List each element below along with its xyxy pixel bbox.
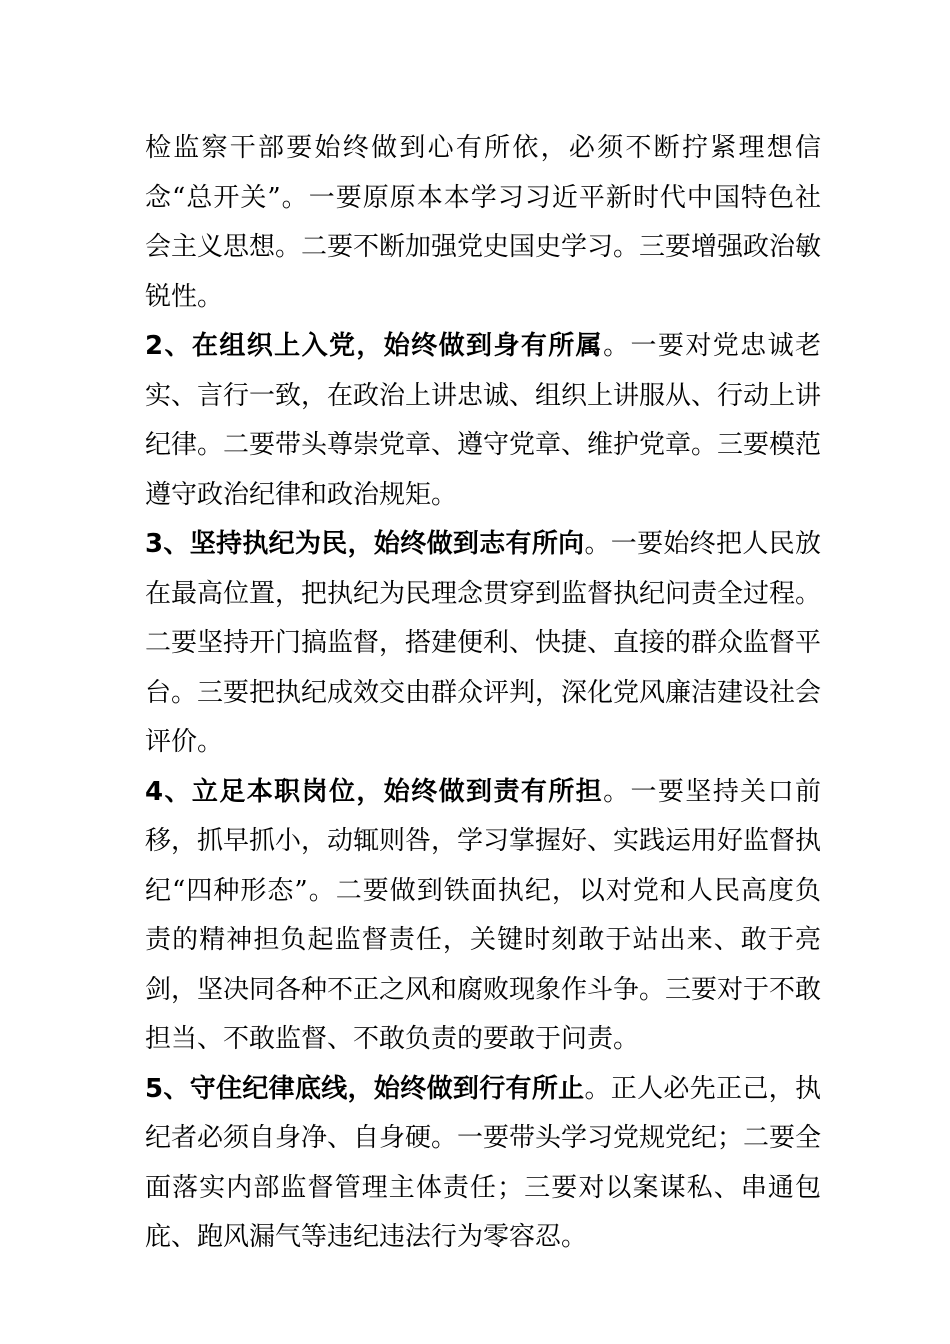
paragraph-2: [145, 322, 821, 520]
document-page: [145, 124, 821, 1263]
paragraph-text: 。一要对党忠诚老实、言行一致，在政治上讲忠诚、组织上讲服从、行动上讲纪律。二要带头尊崇党章、遵守党章、维护党章。三要模范遵守政治纪律和政治规矩。: [145, 331, 822, 510]
paragraph-heading: 5、守住纪律底线，始终做到行有所止: [145, 1073, 585, 1104]
paragraph-heading: 3、坚持执纪为民，始终做到志有所向: [145, 529, 585, 559]
paragraph-3: [145, 520, 821, 768]
paragraph-text: 。一要坚持关口前移，抓早抓小，动辄则咎，学习掌握好、实践运用好监督执纪“四种形态”。二要做到铁面执纪，以对党和人民高度负责的精神担负起监督责任，关键时刻敢于站出来、敢于亮剑，坚决同各种不正之风和腐败现象作斗争。三要对于不敢担当、不敢监督、不敢负责的要敢于问责。: [145, 776, 822, 1054]
paragraph-heading: 2、在组织上入党，始终做到身有所属: [145, 331, 604, 361]
paragraph-text: 。一要始终把人民放在最高位置，把执纪为民理念贯穿到监督执纪问责全过程。二要坚持开门搞监督，搭建便利、快捷、直接的群众监督平台。三要把执纪成效交由群众评判，深化党风廉洁建设社会评价。: [145, 529, 822, 757]
paragraph-5: [145, 1065, 821, 1263]
paragraph-text: 检监察干部要始终做到心有所依，必须不断拧紧理想信念“总开关”。一要原原本本学习习近平新时代中国特色社会主义思想。二要不断加强党史国史学习。三要增强政治敏锐性。: [145, 133, 822, 312]
paragraph-text: 。正人必先正己，执纪者必须自身净、自身硬。一要带头学习党规党纪；二要全面落实内部监督管理主体责任；三要对以案谋私、串通包庇、跑风漏气等违纪违法行为零容忍。: [145, 1073, 822, 1252]
paragraph-intro: [145, 124, 821, 322]
paragraph-heading: 4、立足本职岗位，始终做到责有所担: [145, 776, 604, 807]
paragraph-4: [145, 768, 821, 1065]
